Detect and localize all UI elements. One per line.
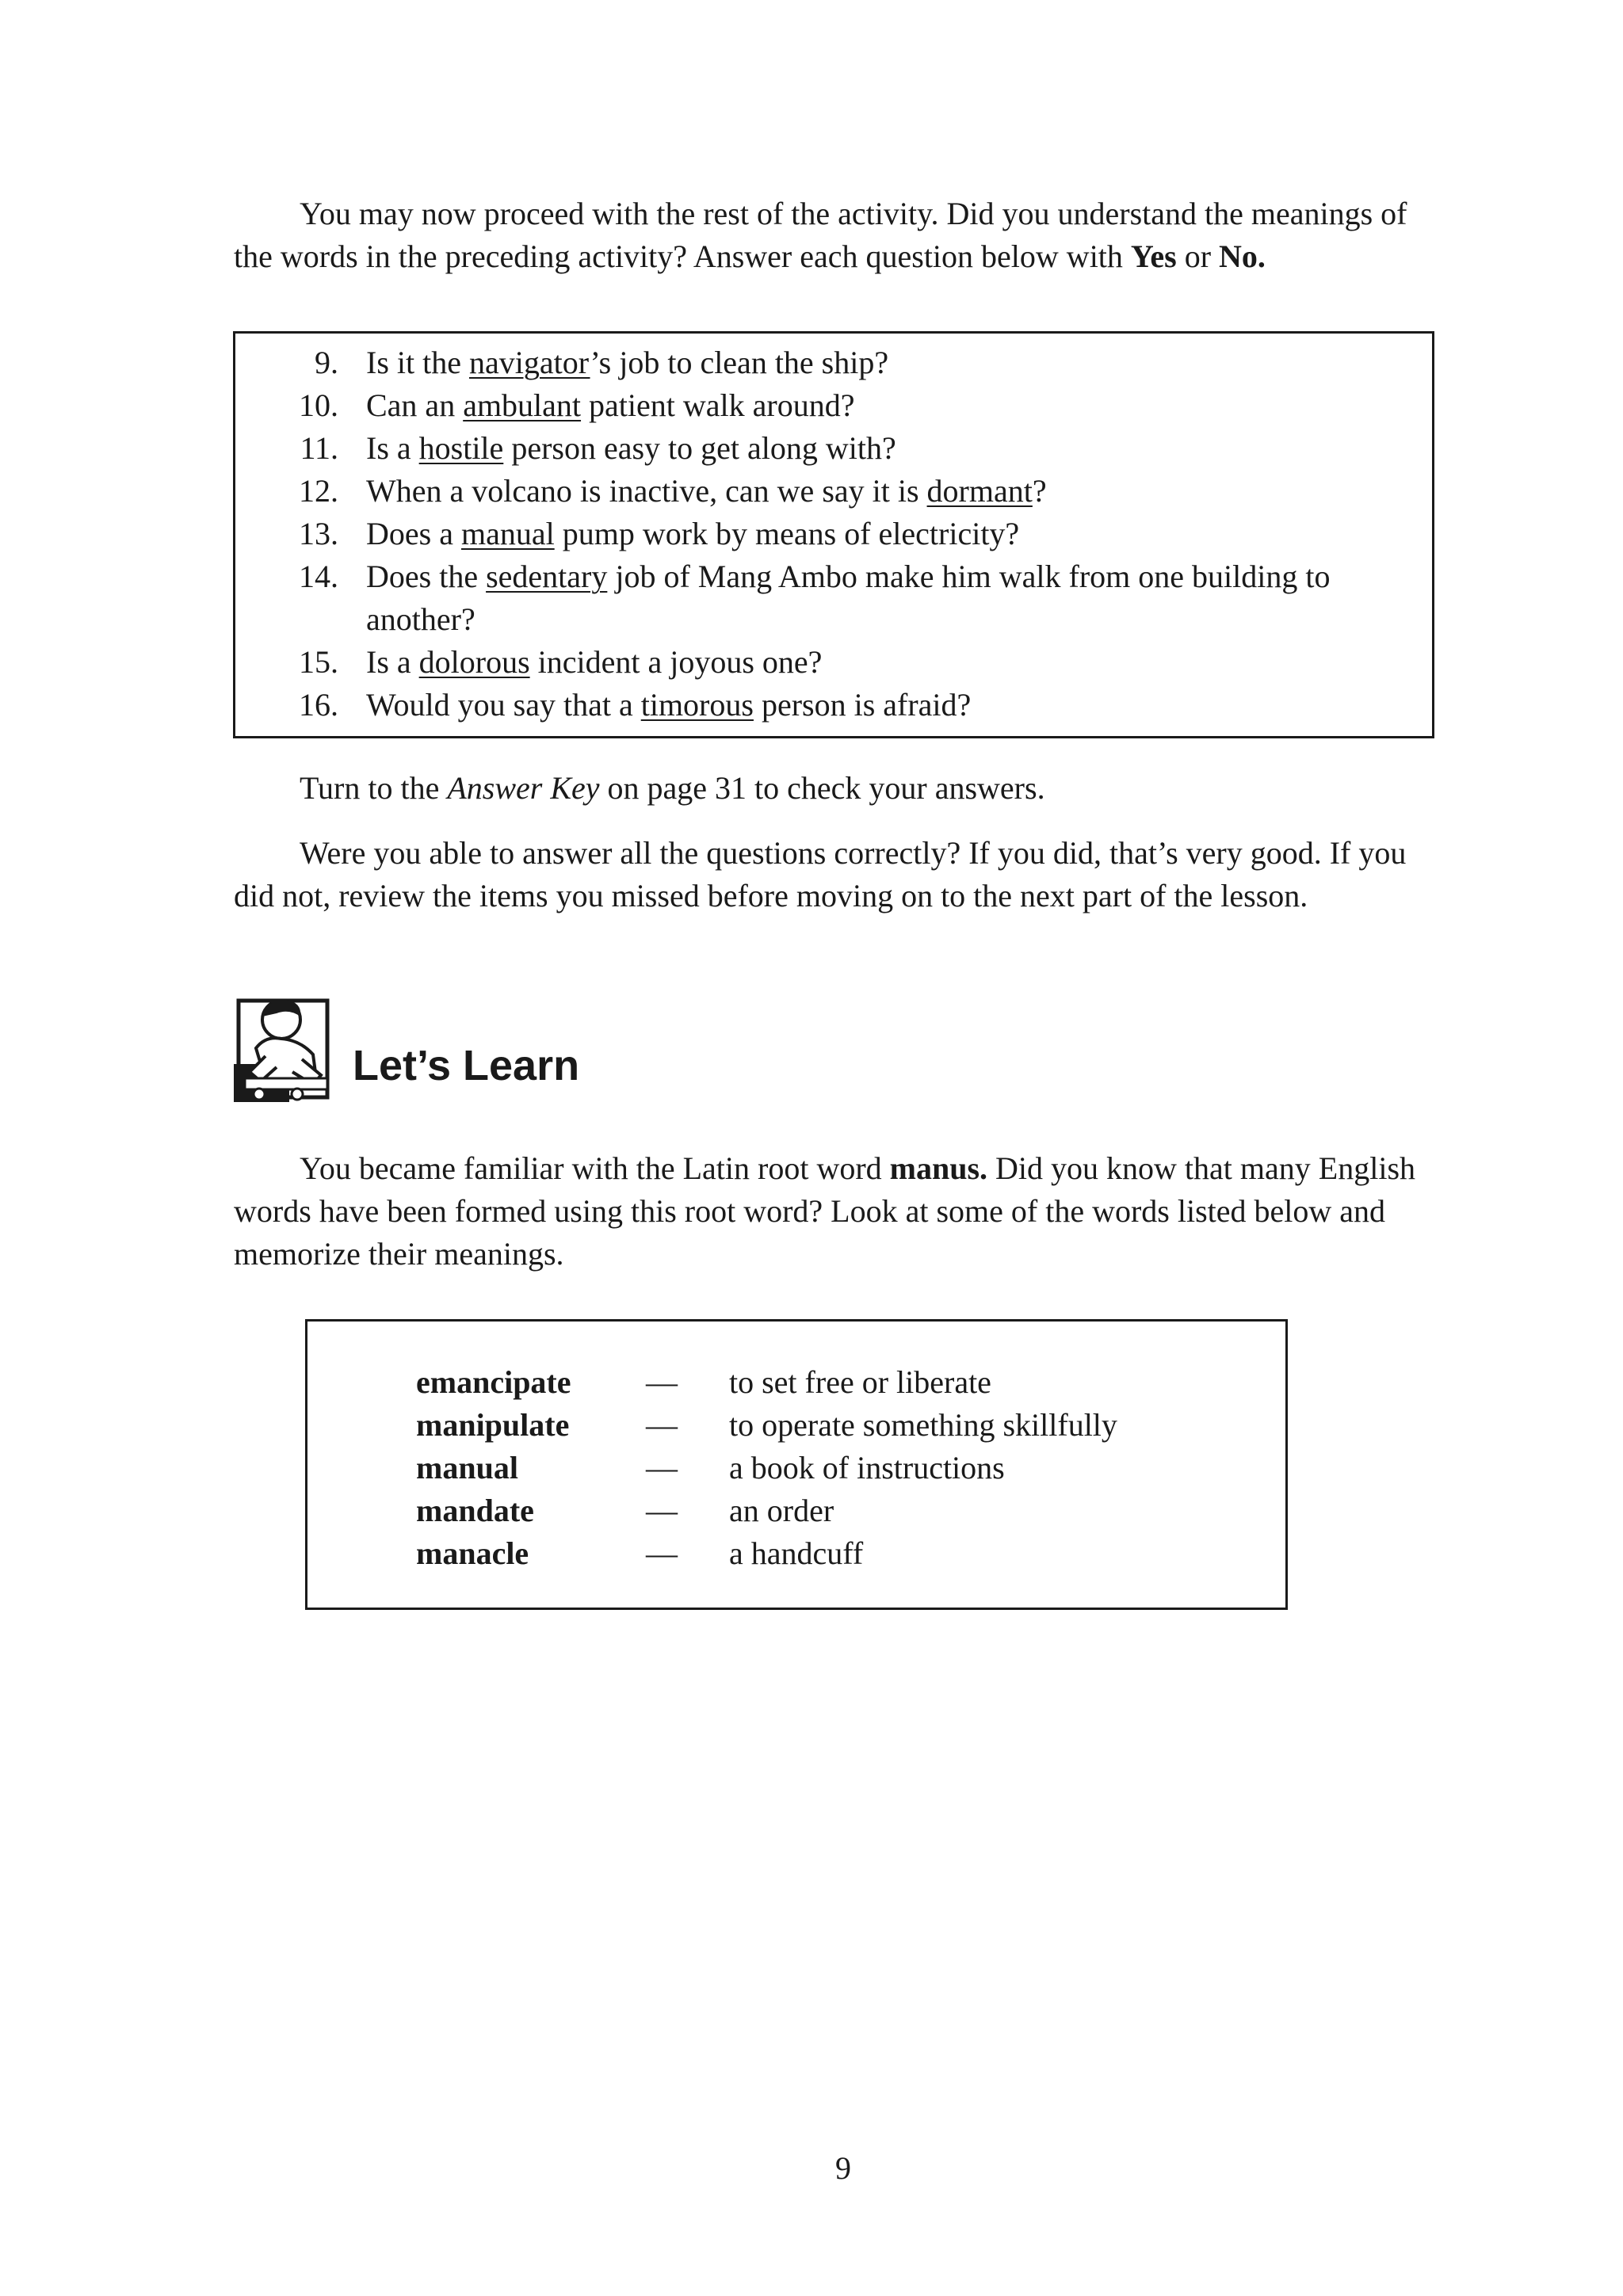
vocab-word: manual [460, 516, 555, 551]
question-number: 16. [299, 687, 338, 723]
answer-key-text: Turn to the [300, 770, 448, 806]
vocab-term: mandate [416, 1493, 534, 1528]
question-text: Can an [366, 387, 464, 423]
vocab-definition: an order [729, 1493, 834, 1528]
question-number: 14. [299, 559, 338, 594]
question-text: Is a [366, 644, 419, 680]
vocab-term: manual [416, 1450, 518, 1486]
question-number: 12. [299, 473, 338, 509]
question-item [235, 427, 1432, 470]
question-number: 11. [300, 430, 338, 466]
vocab-word: dormant [926, 473, 1033, 509]
yes-word: Yes [1130, 238, 1177, 274]
vocab-definition: to set free or liberate [729, 1364, 991, 1400]
question-number: 10. [299, 387, 338, 423]
answer-key-paragraph [234, 767, 1438, 810]
intro-paragraph [234, 193, 1438, 278]
vocab-term: manipulate [416, 1407, 570, 1443]
vocab-definition: to operate something skillfully [729, 1407, 1117, 1443]
section-title: Let’s Learn [353, 1042, 580, 1089]
question-text: Does the [366, 559, 487, 594]
answer-key-text: on page 31 to check your answers. [599, 770, 1045, 806]
vocab-term: emancipate [416, 1364, 571, 1400]
question-number: 9. [315, 345, 338, 380]
question-item [235, 470, 1432, 513]
learn-intro-text: Did you know that many English words have been formed using this root word? Look at some of the words listed below and memorize their meanings. [234, 1150, 1416, 1272]
vocab-dash: — [646, 1450, 678, 1486]
question-text: Is a [366, 430, 419, 466]
vocab-word: navigator [468, 345, 590, 380]
answer-key-title: Answer Key [447, 770, 600, 806]
intro-or: or [1176, 238, 1220, 274]
vocab-word: sedentary [486, 559, 608, 594]
vocab-dash: — [646, 1535, 678, 1571]
question-number: 13. [299, 516, 338, 551]
question-item [235, 555, 1432, 641]
vocab-word: timorous [640, 687, 754, 723]
question-text: ? [1032, 473, 1047, 509]
vocabulary-box [305, 1319, 1288, 1610]
intro-text: You may now proceed with the rest of the activity. Did you understand the meanings of the words in the preceding activity? Answer each question below with [234, 196, 1407, 274]
vocab-word: dolorous [418, 644, 530, 680]
vocab-dash: — [646, 1364, 678, 1400]
question-number: 15. [299, 644, 338, 680]
learn-intro-paragraph [234, 1147, 1438, 1276]
no-word: No. [1219, 238, 1266, 274]
learn-intro-text: You became familiar with the Latin root word [300, 1150, 890, 1186]
question-text: Is it the [366, 345, 469, 380]
question-list [235, 341, 1432, 727]
vocab-definition: a book of instructions [729, 1450, 1005, 1486]
vocab-word: hostile [418, 430, 504, 466]
vocab-definition: a handcuff [729, 1535, 864, 1571]
question-text: pump work by means of electricity? [554, 516, 1020, 551]
question-text: person easy to get along with? [503, 430, 896, 466]
question-text: ’s job to clean the ship? [590, 345, 889, 380]
boy-working-icon [234, 993, 337, 1112]
question-text: incident a joyous one? [529, 644, 823, 680]
vocab-term: manacle [416, 1535, 529, 1571]
question-item [235, 684, 1432, 727]
vocab-dash: — [646, 1407, 678, 1443]
vocab-dash: — [646, 1493, 678, 1528]
question-text: Would you say that a [366, 687, 641, 723]
root-word: manus. [889, 1150, 988, 1186]
question-text: Does a [366, 516, 461, 551]
question-text: When a volcano is inactive, can we say it is [366, 473, 927, 509]
questions-box [233, 331, 1434, 738]
question-text: person is afraid? [753, 687, 972, 723]
question-item [235, 513, 1432, 555]
page-number: 9 [835, 2150, 851, 2186]
question-item [235, 641, 1432, 684]
question-text: job of Mang Ambo make him walk from one building to another? [366, 559, 1331, 637]
vocab-word: ambulant [463, 387, 582, 423]
question-item [235, 384, 1432, 427]
review-paragraph: Were you able to answer all the questions correctly? If you did, that’s very good. If you did not, review the items you missed before moving on to the next part of the lesson. [234, 835, 1407, 913]
question-text: patient walk around? [581, 387, 855, 423]
question-item [235, 341, 1432, 384]
